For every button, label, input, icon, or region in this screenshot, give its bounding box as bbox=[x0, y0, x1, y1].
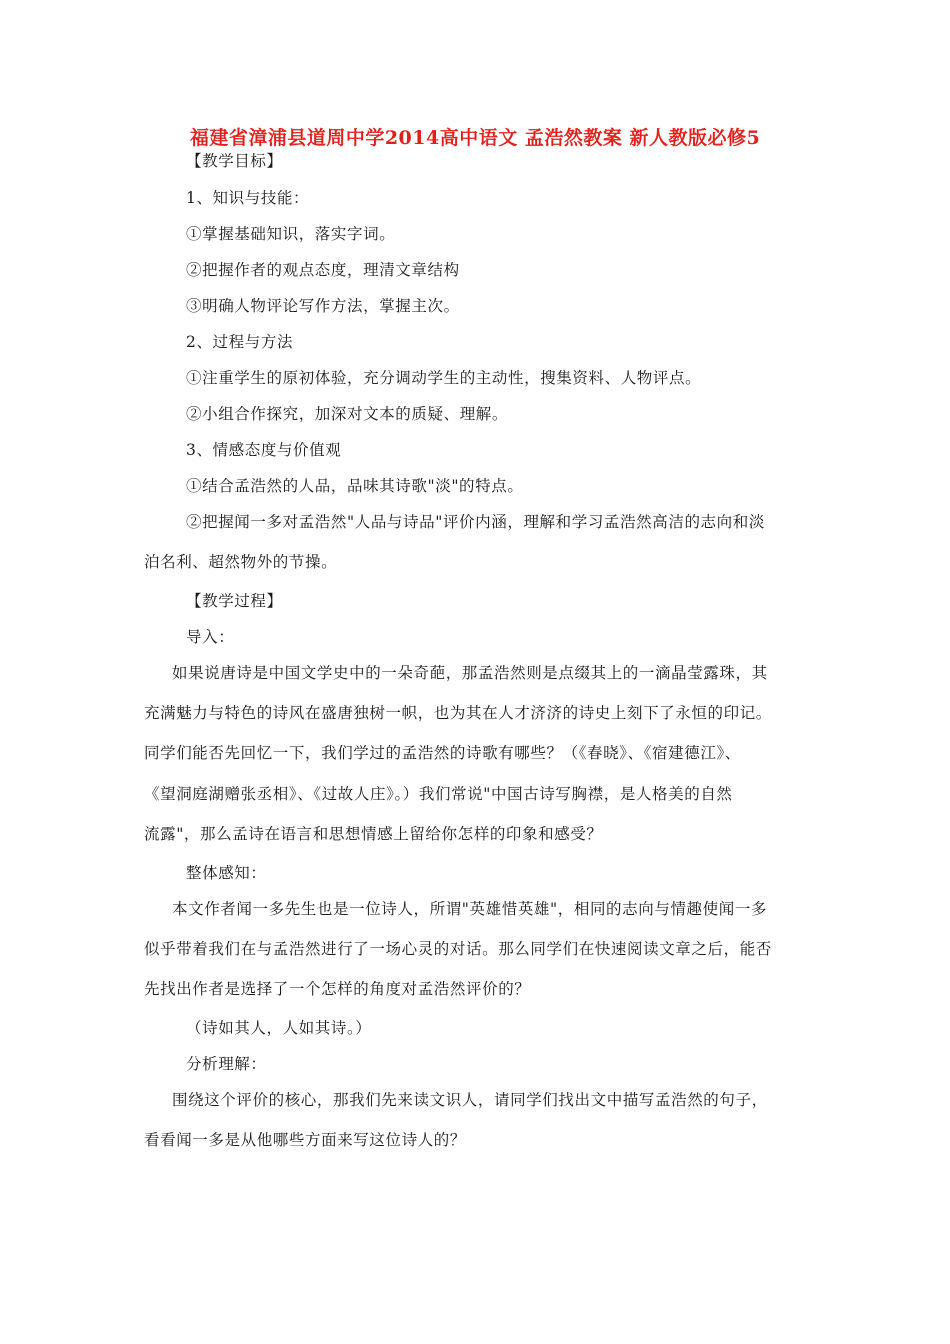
paragraph: ①注重学生的原初体验，充分调动学生的主动性，搜集资料、人物评点。 bbox=[186, 369, 702, 387]
paragraph: 本文作者闻一多先生也是一位诗人，所谓"英雄惜英雄"，相同的志向与情趣使闻一多 bbox=[172, 900, 768, 918]
paragraph: ②小组合作探究，加深对文本的质疑、理解。 bbox=[186, 405, 509, 423]
paragraph: 3、情感态度与价值观 bbox=[186, 441, 342, 459]
paragraph: 泊名利、超然物外的节操。 bbox=[144, 553, 338, 571]
paragraph: ②把握作者的观点态度，理清文章结构 bbox=[186, 261, 460, 279]
paragraph: 充满魅力与特色的诗风在盛唐独树一帜，也为其在人才济济的诗史上刻下了永恒的印记。 bbox=[144, 704, 772, 722]
paragraph: 同学们能否先回忆一下，我们学过的孟浩然的诗歌有哪些？（《春晓》、《宿建德江》、 bbox=[144, 744, 741, 762]
subheading: 导入： bbox=[186, 628, 235, 646]
paragraph: 围绕这个评价的核心，那我们先来读文识人，请同学们找出文中描写孟浩然的句子， bbox=[172, 1091, 768, 1109]
subheading: 分析理解： bbox=[186, 1055, 267, 1073]
document-title: 福建省漳浦县道周中学2014高中语文 孟浩然教案 新人教版必修5 bbox=[189, 127, 761, 149]
paragraph: 先找出作者是选择了一个怎样的角度对孟浩然评价的？ bbox=[144, 980, 531, 998]
paragraph: 2、过程与方法 bbox=[186, 333, 294, 351]
paragraph: 流露"，那么孟诗在语言和思想情感上留给你怎样的印象和感受？ bbox=[144, 825, 603, 843]
paragraph: 《望洞庭湖赠张丞相》、《过故人庄》。）我们常说"中国古诗写胸襟，是人格美的自然 bbox=[144, 785, 733, 803]
section-heading-objectives: 【教学目标】 bbox=[186, 152, 283, 170]
paragraph: 如果说唐诗是中国文学史中的一朵奇葩，那孟浩然则是点缀其上的一滴晶莹露珠，其 bbox=[172, 664, 768, 682]
subheading: 整体感知： bbox=[186, 864, 267, 882]
paragraph: ②把握闻一多对孟浩然"人品与诗品"评价内涵，理解和学习孟浩然高洁的志向和淡 bbox=[186, 513, 765, 531]
paragraph: （诗如其人，人如其诗。） bbox=[186, 1019, 372, 1037]
paragraph: 似乎带着我们在与孟浩然进行了一场心灵的对话。那么同学们在快速阅读文章之后，能否 bbox=[144, 940, 772, 958]
paragraph: 看看闻一多是从他哪些方面来写这位诗人的？ bbox=[144, 1131, 467, 1149]
paragraph: ③明确人物评论写作方法，掌握主次。 bbox=[186, 297, 460, 315]
paragraph: ①掌握基础知识，落实字词。 bbox=[186, 225, 396, 243]
paragraph: ①结合孟浩然的人品，品味其诗歌"淡"的特点。 bbox=[186, 477, 524, 495]
paragraph: 1、知识与技能： bbox=[186, 189, 310, 207]
section-heading-process: 【教学过程】 bbox=[186, 592, 283, 610]
